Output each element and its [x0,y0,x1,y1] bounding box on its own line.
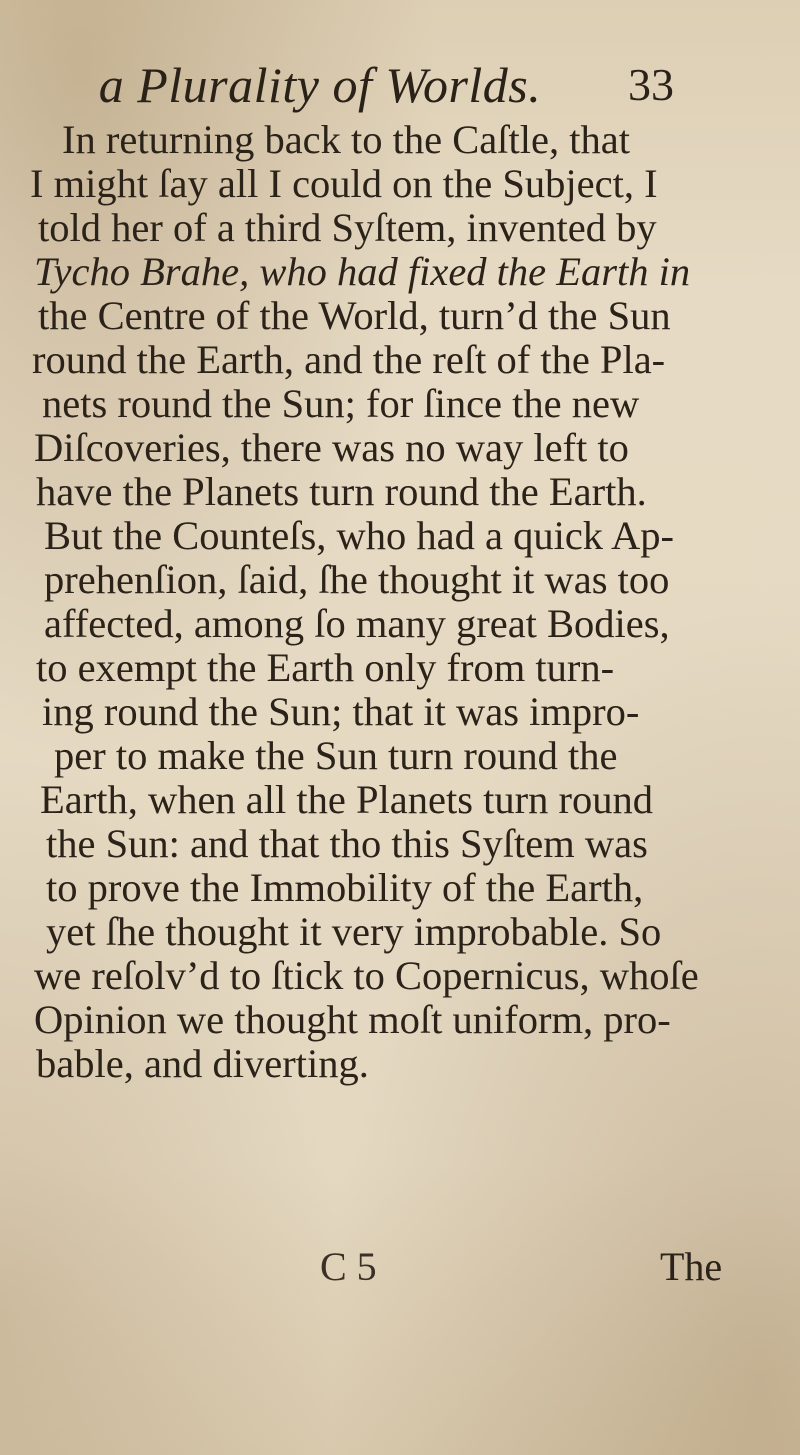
text-line: Tycho Brahe, who had fixed the Earth in [34,249,691,294]
text-line: In returning back to the Caſtle, that [62,117,630,162]
text-line: round the Earth, and the reſt of the Pla- [32,337,666,382]
running-title: a Plurality of Worlds. [98,57,542,113]
running-head [0,55,800,115]
text-line: But the Counteſs, who had a quick Ap- [44,513,674,558]
text-line: we reſolv’d to ſtick to Copernicus, whoſe [34,953,699,998]
text-line: to prove the Immobility of the Earth, [46,865,644,910]
page-number: 33 [628,59,674,110]
signature-mark: C 5 [320,1244,377,1289]
text-line: told her of a third Syſtem, invented by [38,205,657,250]
text-line: bable, and diverting. [36,1041,369,1086]
text-line: affected, among ſo many great Bodies, [44,601,670,646]
text-line: the Sun: and that tho this Syſtem was [46,821,648,866]
text-line: Opinion we thought moſt uniform, pro- [34,997,671,1042]
text-line: to exempt the Earth only from turn- [36,645,615,690]
text-line: ing round the Sun; that it was impro- [42,689,640,734]
text-line: prehenſion, ſaid, ſhe thought it was too [44,557,670,602]
text-line: nets round the Sun; for ſince the new [42,381,640,426]
text-line: Earth, when all the Planets turn round [40,777,653,822]
text-line: I might ſay all I could on the Subject, I [30,161,658,206]
text-line: have the Planets turn round the Earth. [36,469,647,514]
catchword: The [660,1244,723,1289]
text-line: Diſcoveries, there was no way left to [34,425,629,470]
text-line: per to make the Sun turn round the [54,733,618,778]
text-line: the Centre of the World, turn’d the Sun [38,293,671,338]
text-line: yet ſhe thought it very improbable. So [46,909,662,954]
